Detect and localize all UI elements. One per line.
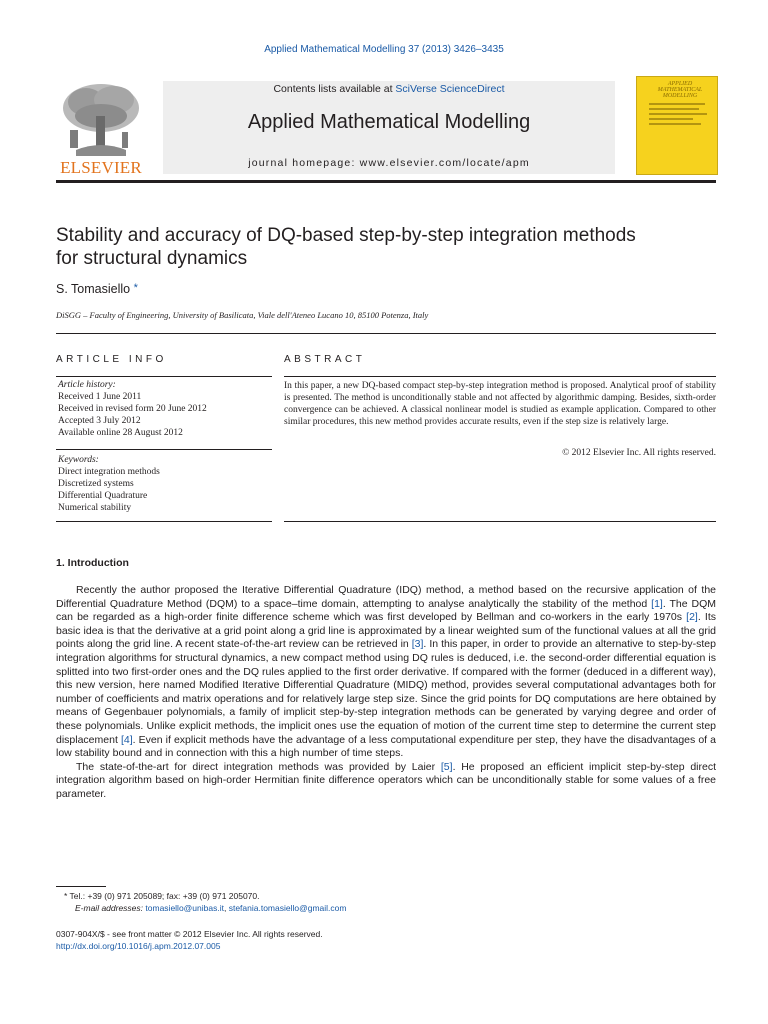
cover-text-lines xyxy=(649,103,709,128)
journal-cover xyxy=(636,76,718,175)
citation-link[interactable]: [5] xyxy=(440,760,453,773)
history-label: Article history: xyxy=(58,380,116,390)
text-run: . He proposed an efficient implicit step-by-step direct integration algorithm based on high-order Hermitian finite difference operators which can be unconditionally stable for some values of a free parameter. xyxy=(56,760,716,800)
abstract-heading: ABSTRACT xyxy=(284,354,366,365)
article-info-heading: ARTICLE INFO xyxy=(56,354,167,365)
citation-link[interactable]: [1] xyxy=(651,597,663,610)
citation-link[interactable]: [4] xyxy=(120,733,133,746)
footnote-tel: Tel.: +39 (0) 971 205089; fax: +39 (0) 971 205070. xyxy=(69,891,260,901)
email-label: E-mail addresses: xyxy=(75,903,144,913)
keywords-label: Keywords: xyxy=(58,455,99,465)
section-heading-introduction: 1. Introduction xyxy=(56,557,129,569)
history-online: Available online 28 August 2012 xyxy=(58,428,183,438)
citation-link[interactable]: [2] xyxy=(686,611,698,624)
contents-line xyxy=(163,83,615,95)
article-history xyxy=(58,379,272,439)
keyword-item: Numerical stability xyxy=(58,503,132,513)
publisher-name: ELSEVIER xyxy=(60,158,142,177)
text-run: . In this paper, in order to provide an alternative to step-by-step integration algorithms for structural dynamics, a new compact method using DQ rules is deduced, i.e. the second-order differential equation is splitted into two first-order ones and the DQ rules applied to the first order derivative. If compared with the former (deduced in a different way), this new version, here named Modified Iterative Differential Quadrature (MIDQ) method, provides several computational advantages both for number of coefficients and matrix operations and for relatively large step size. Since the grid points for DQ computations are here obtained by means of Gegenbauer polynomials, a family of implicit step-by-step integration methods can be generated by varying degree and order of these polynomials. Unlike explicit methods, the implicit ones use the equation of motion of the current time step to determine the current step displacement xyxy=(56,638,716,746)
author xyxy=(56,282,138,296)
history-revised: Received in revised form 20 June 2012 xyxy=(58,404,207,414)
journal-homepage[interactable]: journal homepage: www.elsevier.com/locate/apm xyxy=(248,157,530,169)
doi-link[interactable]: http://dx.doi.org/10.1016/j.apm.2012.07.005 xyxy=(56,941,221,951)
footnote-rule xyxy=(56,886,106,887)
cover-title: APPLIED MATHEMATICAL MODELLING xyxy=(657,81,703,99)
text-run: . Even if explicit methods have the advantage of a less computational expenditure per step, they have the disadvantages of a low stability bound and in connection with this a high number of time steps. xyxy=(56,733,716,760)
elsevier-tree-icon xyxy=(56,80,146,158)
text-run: Recently the author proposed the Iterative Differential Quadrature (IDQ) method, a method based on the recursive application of the Differential Quadrature Method (DQM) to a space–time domain, attempting to analyse analytically the stability of the method xyxy=(56,584,716,610)
footnote-email xyxy=(75,902,346,914)
text-run: The state-of-the-art for direct integration methods was provided by Laier xyxy=(76,760,441,773)
journal-citation[interactable]: Applied Mathematical Modelling 37 (2013) 3426–3435 xyxy=(264,44,504,55)
header-rule xyxy=(56,180,716,183)
email-link-1[interactable]: tomasiello@unibas.it xyxy=(145,903,224,913)
elsevier-logo xyxy=(56,80,146,176)
title-line-2: for structural dynamics xyxy=(56,248,248,269)
journal-header xyxy=(163,81,615,174)
keywords xyxy=(58,454,272,514)
text-run: . The DQM can be regarded as a high-order finite difference scheme which was first developed by Bellman and co-workers in the early 1970s xyxy=(56,597,716,624)
text-run: . Its basic idea is that the derivative at a grid point along a grid line is approximated by a linear weighted sum of the functional values at all the grid points along the grid line. A recent state-of-the-art review can be retrieved in xyxy=(56,611,717,651)
article-info-rule xyxy=(56,376,272,377)
email-separator: , xyxy=(223,903,229,913)
article-title xyxy=(56,224,716,270)
intro-paragraph-2 xyxy=(56,761,716,802)
keywords-rule xyxy=(56,449,272,450)
affiliation-rule xyxy=(56,333,716,334)
introduction-body xyxy=(56,584,716,802)
corresponding-author-mark[interactable]: * xyxy=(133,282,138,294)
abstract-text: In this paper, a new DQ-based compact step-by-step integration method is proposed. Analytical proof of stability is presented. The method is unconditionally stable and not affected by algorithmic damping. Besides, sixth-order convergence can be achieved. A classical nonlinear model is studied as example application. Compared to other similar procedures, this new method provides accurate results, even if the step size is relatively large. xyxy=(284,381,716,427)
affiliation: DiSGG – Faculty of Engineering, University of Basilicata, Viale dell'Ateneo Lucano 10, 85100 Potenza, Italy xyxy=(56,310,429,320)
abstract-rule xyxy=(284,376,716,377)
sciencedirect-link[interactable]: SciVerse ScienceDirect xyxy=(395,83,505,95)
footnote-contact xyxy=(64,890,260,902)
keyword-item: Discretized systems xyxy=(58,479,134,489)
keyword-item: Direct integration methods xyxy=(58,467,160,477)
article-info-end-rule xyxy=(56,521,272,522)
footnote-mark: * xyxy=(64,891,68,901)
citation-link[interactable]: [3] xyxy=(411,638,424,651)
journal-name: Applied Mathematical Modelling xyxy=(247,111,531,133)
author-name: S. Tomasiello xyxy=(56,282,131,296)
title-line-1: Stability and accuracy of DQ-based step-by-step integration methods xyxy=(56,225,636,246)
issn-line: 0307-904X/$ - see front matter © 2012 Elsevier Inc. All rights reserved. xyxy=(56,929,323,939)
keyword-item: Differential Quadrature xyxy=(58,491,148,501)
abstract-end-rule xyxy=(284,521,716,522)
history-accepted: Accepted 3 July 2012 xyxy=(58,416,141,426)
email-link-2[interactable]: stefania.tomasiello@gmail.com xyxy=(228,903,347,913)
contents-prefix: Contents lists available at xyxy=(273,83,396,95)
history-received: Received 1 June 2011 xyxy=(58,392,142,402)
intro-paragraph-1 xyxy=(56,584,716,761)
abstract-copyright: © 2012 Elsevier Inc. All rights reserved. xyxy=(562,448,716,458)
